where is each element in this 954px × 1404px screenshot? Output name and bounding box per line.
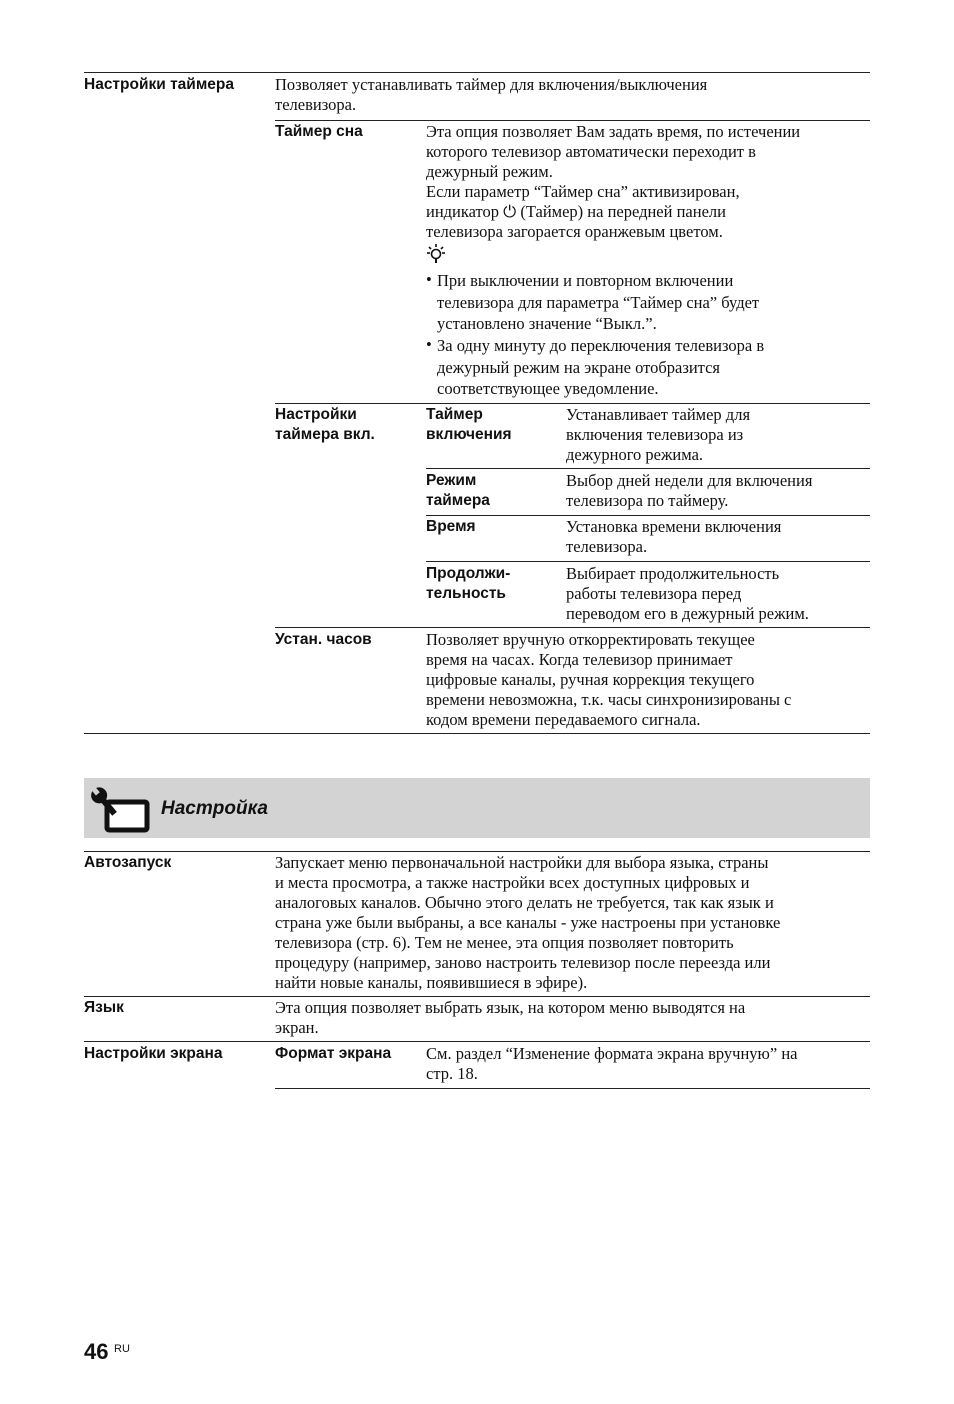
on-timer-label: Настройки таймера вкл. [275,406,375,443]
timer-mode-label: Режим таймера [426,472,490,509]
lightbulb-hint-icon [426,243,446,265]
on-timer-row-label: Таймер включения [426,406,512,443]
rule-sleep [275,120,870,121]
rule-autostart [84,851,870,852]
time-label: Время [426,518,476,535]
time-desc: Установка времени включения телевизора. [566,517,782,556]
rule-clock [275,627,870,628]
on-timer-row-desc: Устанавливает таймер для включения телевизора из дежурного режима. [566,405,751,464]
sleep-bullet-1: При выключении и повторном включении телевизора для параметра “Таймер сна” будет установлено значение “Выкл.”. [437,271,760,333]
page-number: 46 [84,1339,109,1364]
bottom-rule-timer [84,733,870,734]
rule-on-timer [275,403,870,404]
autostart-desc: Запускает меню первоначальной настройки для выбора языка, страны и места просмотра, а также настройки всех доступных цифровых и аналоговых каналов. Обычно этого делать не требуется, так как язык и страна уже были выбраны, а все каналы - уже настроены при установке телевизора (стр. 6). Тем не менее, эта опция позволяет повторить процедуру (например, заново настроить телевизор после переезда или найти новые каналы, появившиеся в эфире). [275,853,781,992]
screen-format-desc: См. раздел “Изменение формата экрана вручную” на стр. 18. [426,1044,798,1083]
timer-settings-desc: Позволяет устанавливать таймер для включения/выключения телевизора. [275,75,708,114]
screen-format-label: Формат экрана [275,1045,392,1062]
rule-row [426,561,870,562]
sleep-timer-label: Таймер сна [275,123,363,140]
duration-label: Продолжи- тельность [426,565,511,602]
duration-desc: Выбирает продолжительность работы телевизора перед переводом его в дежурный режим. [566,564,809,623]
timer-settings-title: Настройки таймера [84,76,234,93]
sleep-timer-desc: Эта опция позволяет Вам задать время, по истечении которого телевизор автоматически переходит в дежурный режим. Если параметр “Таймер сна” активизирован, индикатор ⏻ (Таймер) на передней панели телевизора загорается оранжевым цветом. [426,122,801,241]
rule-row [426,515,870,516]
language-desc: Эта опция позволяет выбрать язык, на котором меню выводятся на экран. [275,998,746,1037]
top-rule [84,72,870,73]
timer-mode-desc: Выбор дней недели для включения телевизора по таймеру. [566,471,813,510]
page-language-code: RU [114,1343,130,1355]
rule-row [426,468,870,469]
clock-set-desc: Позволяет вручную откорректировать текущее время на часах. Когда телевизор принимает цифровые каналы, ручная коррекция текущего времени невозможна, т.к. часы синхронизированы с кодом времени передаваемого сигнала. [426,630,792,729]
screen-settings-label: Настройки экрана [84,1045,223,1062]
sleep-bullet-2: За одну минуту до переключения телевизора в дежурный режим на экране отобразится соответствующее уведомление. [437,336,765,398]
wrench-tv-icon [89,786,151,834]
rule-screen [84,1041,870,1042]
clock-set-label: Устан. часов [275,631,372,648]
autostart-label: Автозапуск [84,854,172,871]
bullet-dot: • [426,270,432,289]
rule-language [84,996,870,997]
bottom-rule-setup [275,1088,870,1089]
language-label: Язык [84,999,124,1016]
section-title: Настройка [161,798,268,819]
bullet-dot: • [426,335,432,354]
